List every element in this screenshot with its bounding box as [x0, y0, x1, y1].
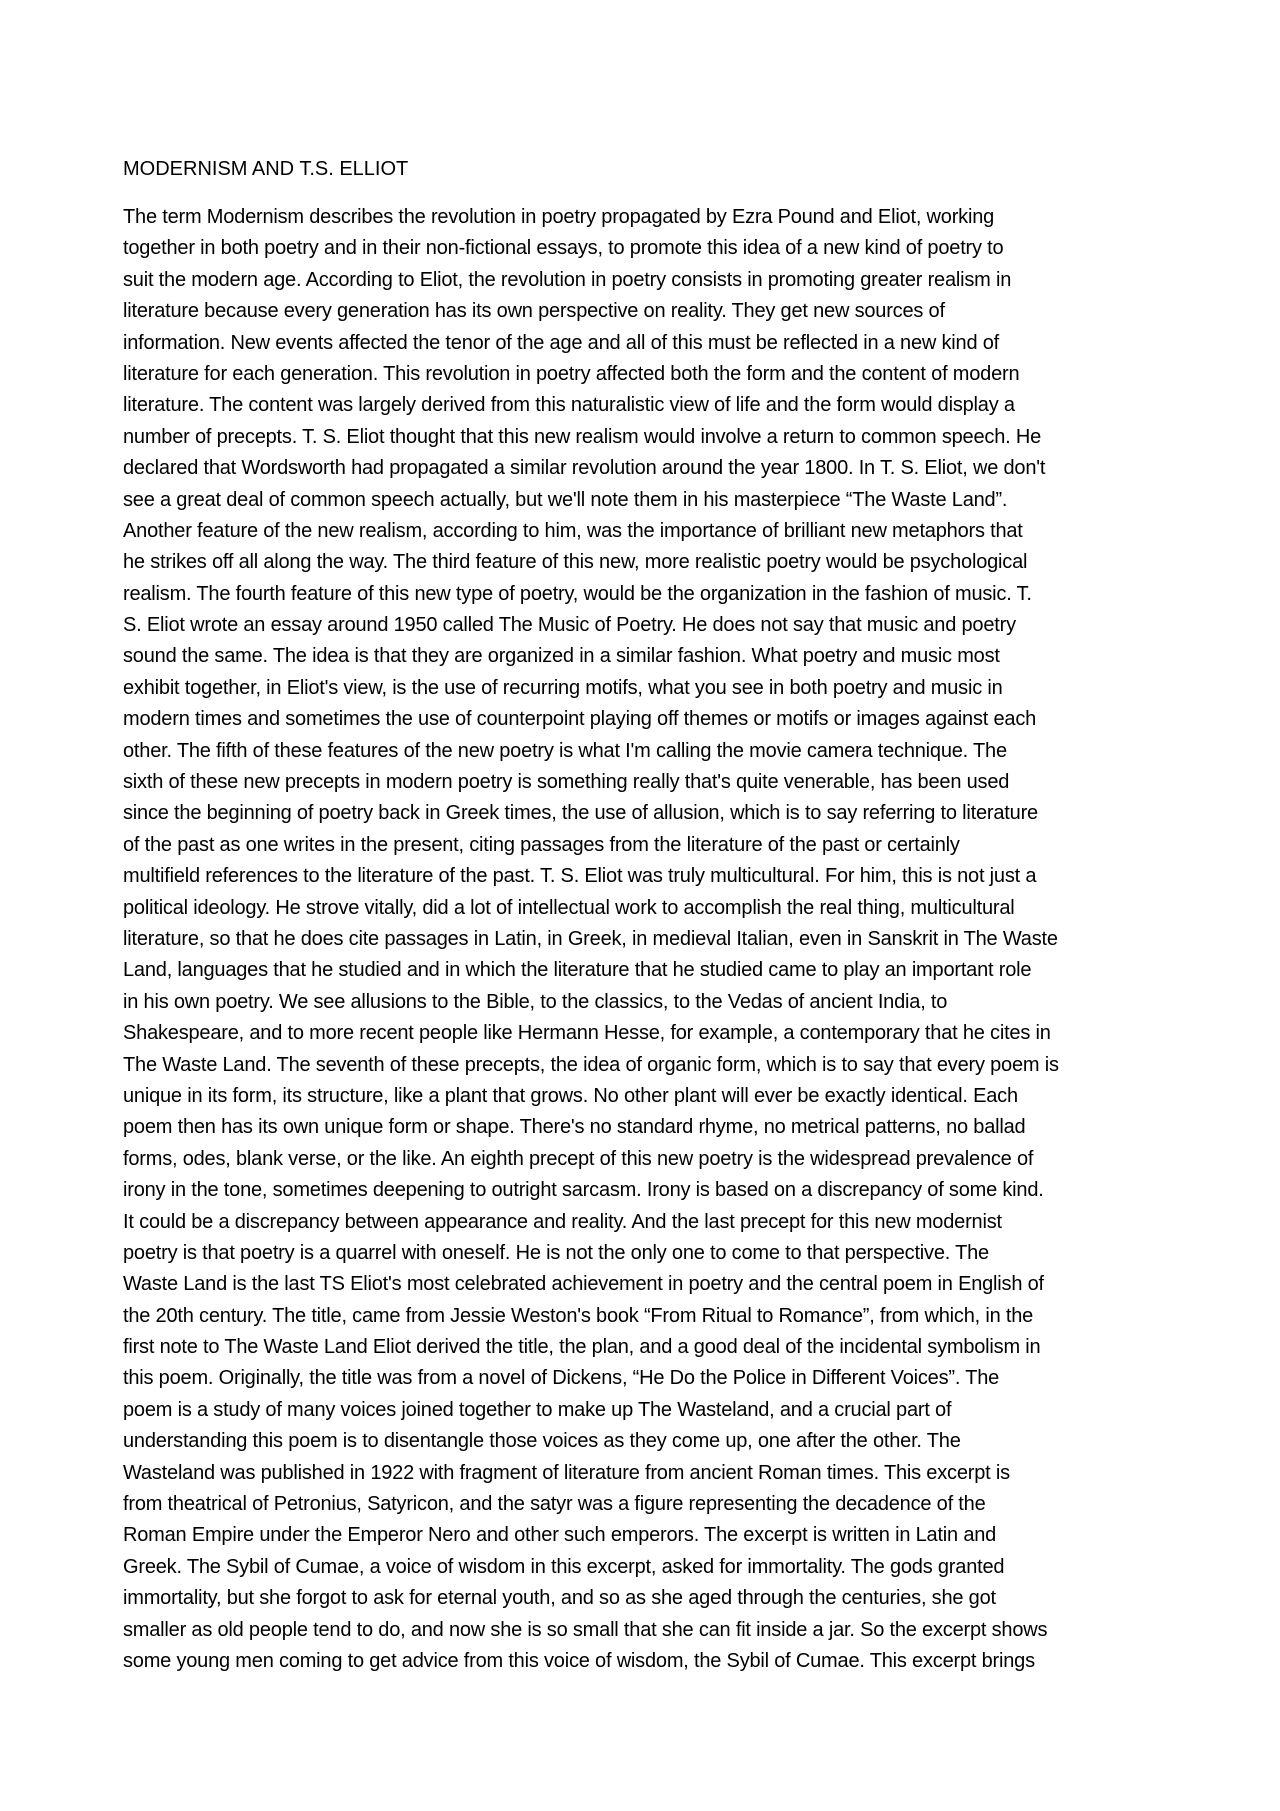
- body-text-line: irony in the tone, sometimes deepening to outright sarcasm. Irony is based on a discrepancy of some kind.: [123, 1179, 1044, 1202]
- document-title: MODERNISM AND T.S. ELLIOT: [123, 158, 409, 180]
- body-text-line: political ideology. He strove vitally, did a lot of intellectual work to accomplish the real thing, multicultural: [123, 896, 1015, 919]
- body-text-line: in his own poetry. We see allusions to the Bible, to the classics, to the Vedas of ancient India, to: [123, 990, 948, 1013]
- body-text-line: The term Modernism describes the revolution in poetry propagated by Ezra Pound and Eliot, working: [123, 206, 995, 228]
- body-text-line: since the beginning of poetry back in Greek times, the use of allusion, which is to say referring to literature: [123, 802, 1038, 825]
- body-text-line: literature for each generation. This revolution in poetry affected both the form and the content of modern: [123, 362, 1020, 385]
- body-text-line: Another feature of the new realism, according to him, was the importance of brilliant new metaphors that: [123, 519, 1023, 542]
- body-text-line: see a great deal of common speech actually, but we'll note them in his masterpiece “The Waste Land”.: [123, 488, 1008, 511]
- body-text-line: smaller as old people tend to do, and now she is so small that she can fit inside a jar. So the excerpt shows: [123, 1618, 1048, 1641]
- body-text-line: forms, odes, blank verse, or the like. An eighth precept of this new poetry is the widespread prevalence of: [123, 1147, 1034, 1170]
- body-text-line: Shakespeare, and to more recent people like Hermann Hesse, for example, a contemporary that he cites in: [123, 1022, 1051, 1045]
- body-text-line: sixth of these new precepts in modern poetry is something really that's quite venerable, has been used: [123, 771, 1010, 794]
- body-text-line: he strikes off all along the way. The third feature of this new, more realistic poetry would be psychological: [123, 551, 1028, 574]
- body-text-line: It could be a discrepancy between appearance and reality. And the last precept for this new modernist: [123, 1210, 1002, 1233]
- body-text-line: number of precepts. T. S. Eliot thought that this new realism would involve a return to common speech. He: [123, 425, 1041, 448]
- body-text-line: of the past as one writes in the present, citing passages from the literature of the past or certainly: [123, 833, 960, 856]
- body-text-line: this poem. Originally, the title was from a novel of Dickens, “He Do the Police in Different Voices”. The: [123, 1367, 1000, 1390]
- body-text-line: from theatrical of Petronius, Satyricon, and the satyr was a figure representing the decadence of the: [123, 1493, 986, 1516]
- body-text-line: declared that Wordsworth had propagated a similar revolution around the year 1800. In T. S. Eliot, we don't: [123, 457, 1046, 480]
- body-text-line: poetry is that poetry is a quarrel with oneself. He is not the only one to come to that perspective. The: [123, 1241, 989, 1264]
- body-text-line: information. New events affected the tenor of the age and all of this must be reflected in a new kind of: [123, 331, 1000, 354]
- body-text-line: Waste Land is the last TS Eliot's most celebrated achievement in poetry and the central poem in English of: [123, 1273, 1044, 1296]
- body-text-line: literature. The content was largely derived from this naturalistic view of life and the form would display a: [123, 394, 1015, 417]
- body-text-line: suit the modern age. According to Eliot, the revolution in poetry consists in promoting greater realism in: [123, 268, 1012, 291]
- body-text-line: some young men coming to get advice from this voice of wisdom, the Sybil of Cumae. This excerpt brings: [123, 1649, 1035, 1672]
- body-text-line: unique in its form, its structure, like a plant that grows. No other plant will ever be exactly identical. Each: [123, 1084, 1018, 1107]
- document-body: [123, 202, 1183, 1677]
- body-text-line: modern times and sometimes the use of counterpoint playing off themes or motifs or images against each: [123, 708, 1037, 731]
- body-text-line: immortality, but she forgot to ask for eternal youth, and so as she aged through the centuries, she got: [123, 1587, 996, 1610]
- body-text-line: first note to The Waste Land Eliot derived the title, the plan, and a good deal of the incidental symbolism in: [123, 1336, 1041, 1359]
- body-text-line: together in both poetry and in their non-fictional essays, to promote this idea of a new kind of poetry to: [123, 237, 1004, 260]
- body-text-line: poem is a study of many voices joined together to make up The Wasteland, and a crucial part of: [123, 1398, 952, 1421]
- body-text-line: the 20th century. The title, came from Jessie Weston's book “From Ritual to Romance”, from which, in the: [123, 1304, 1034, 1327]
- body-text-line: Greek. The Sybil of Cumae, a voice of wisdom in this excerpt, asked for immortality. The gods granted: [123, 1555, 1005, 1578]
- body-text-line: Wasteland was published in 1922 with fragment of literature from ancient Roman times. This excerpt is: [123, 1461, 1010, 1484]
- body-text-line: Roman Empire under the Emperor Nero and other such emperors. The excerpt is written in Latin and: [123, 1524, 997, 1547]
- body-text-line: multifield references to the literature of the past. T. S. Eliot was truly multicultural. For him, this is not just a: [123, 865, 1037, 888]
- body-text-line: exhibit together, in Eliot's view, is the use of recurring motifs, what you see in both poetry and music in: [123, 676, 1003, 699]
- body-text-line: Land, languages that he studied and in which the literature that he studied came to play an important role: [123, 959, 1032, 982]
- body-text-line: other. The fifth of these features of the new poetry is what I'm calling the movie camera technique. The: [123, 739, 1007, 762]
- body-text-line: literature because every generation has its own perspective on reality. They get new sources of: [123, 300, 945, 323]
- body-text-line: sound the same. The idea is that they are organized in a similar fashion. What poetry and music most: [123, 645, 1000, 668]
- body-text-line: literature, so that he does cite passages in Latin, in Greek, in medieval Italian, even in Sanskrit in The Waste: [123, 927, 1058, 950]
- body-text-line: understanding this poem is to disentangle those voices as they come up, one after the other. The: [123, 1430, 961, 1453]
- body-text-line: realism. The fourth feature of this new type of poetry, would be the organization in the fashion of music. T.: [123, 582, 1032, 605]
- body-text-line: The Waste Land. The seventh of these precepts, the idea of organic form, which is to say that every poem is: [123, 1053, 1059, 1076]
- body-text-line: S. Eliot wrote an essay around 1950 called The Music of Poetry. He does not say that music and poetry: [123, 614, 1016, 637]
- body-text-line: poem then has its own unique form or shape. There's no standard rhyme, no metrical patterns, no ballad: [123, 1116, 1026, 1139]
